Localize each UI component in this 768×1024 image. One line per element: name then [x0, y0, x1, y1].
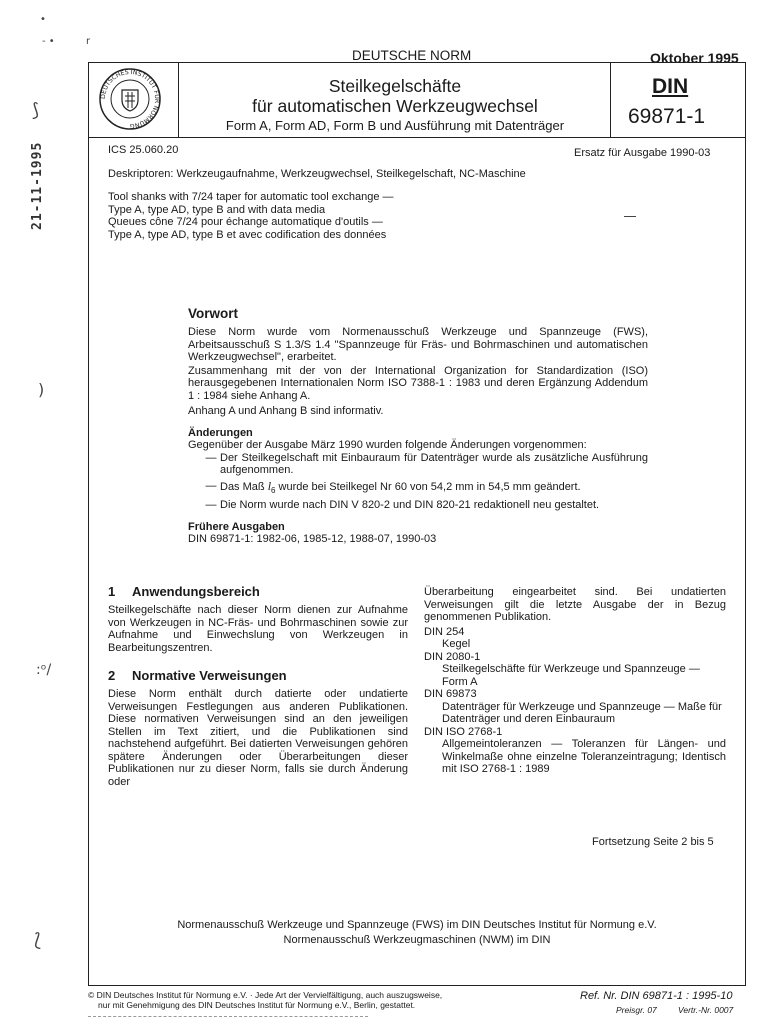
issue-date: Oktober 1995	[650, 50, 739, 66]
scan-artifact-mark: - •	[42, 36, 55, 47]
reference-number: Ref. Nr. DIN 69871-1 : 1995-10	[580, 990, 733, 1002]
reference-id: DIN ISO 2768-1	[424, 725, 503, 738]
foreword-paragraph-1: Diese Norm wurde vom Normenausschuß Werkzeuge und Spannzeuge (FWS), Arbeitsausschuß S 1.3/S 1.4 "Spannzeuge für Fräs- und Bohrmaschinen und automatischen Werkzeugwechsel", erarbeitet.	[188, 326, 648, 363]
earlier-editions-heading: Frühere Ausgaben	[188, 520, 285, 533]
reference-description: Datenträger für Werkzeuge und Spannzeuge — Maße für Datenträger und deren Einbauraum	[442, 700, 722, 725]
title-line-2: für automatischen Werkzeugwechsel	[252, 96, 538, 116]
title-block	[180, 76, 610, 134]
scan-artifact-mark: r	[86, 36, 91, 47]
margin-date-stamp: 21-11-1995	[30, 141, 45, 230]
section-2-text: Diese Norm enthält durch datierte oder undatierte Verweisungen Festlegungen aus anderen Publikationen. Diese normativen Verweisungen sind an den jeweiligen Stellen im Text zitiert, und die Publikationen sind nachstehend aufgeführt. Bei datierten Verweisungen gehören spätere Änderungen oder Überarbeitungen dieser Publikationen nur zu dieser Norm, falls sie durch Änderung oder	[108, 688, 408, 788]
din-label: DIN	[652, 75, 689, 98]
foreign-titles	[108, 191, 588, 241]
reference-id: DIN 2080-1	[424, 650, 481, 663]
reference-description: Allgemeintoleranzen — Toleranzen für Längen- und Winkelmaße ohne einzelne Toleranzeintragung; Identisch mit ISO 2768-1 : 1989	[442, 738, 726, 775]
change-text-2: Das Maß $l_6$ wurde bei Steilkegel Nr 60 von 54,2 mm in 54,5 mm geändert.	[220, 478, 581, 495]
copyright-line-2: nur mit Genehmigung des DIN Deutsches Institut für Normung e.V., Berlin, gestattet.	[98, 1000, 416, 1010]
continuation-note: Fortsetzung Seite 2 bis 5	[592, 836, 714, 848]
price-group: Preisgr. 07	[616, 1005, 657, 1015]
fr-title-line-2: Type A, type AD, type B et avec codification des données	[108, 228, 387, 241]
section-2-number: 2	[108, 668, 116, 683]
reference-item	[424, 688, 726, 726]
foreword-heading: Vorwort	[188, 306, 238, 321]
section-1-number: 1	[108, 584, 116, 599]
reference-list	[424, 626, 726, 776]
punch-hole-mark: ⟅	[34, 930, 42, 951]
earlier-editions: DIN 69871-1: 1982-06, 1985-12, 1988-07, 1990-03	[188, 533, 437, 546]
punch-hole-mark: ⟆	[32, 100, 40, 121]
change-item-1	[188, 452, 648, 477]
scan-dash-mark	[624, 216, 636, 217]
reference-id: DIN 69873	[424, 688, 477, 700]
section-1-title: Anwendungsbereich	[132, 584, 260, 599]
punch-hole-mark: :ᵒ/	[36, 662, 52, 678]
seal-divider	[178, 62, 179, 138]
svg-text:DEUTSCHES INSTITUT FÜR NORMUNG: DEUTSCHES INSTITUT FÜR NORMUNG	[99, 68, 161, 130]
dash-glyph: —	[205, 451, 217, 464]
reference-item	[424, 651, 726, 689]
dimension-subscript: 6	[271, 485, 276, 495]
dimension-symbol: l	[267, 478, 272, 493]
change-item-2	[188, 480, 648, 498]
right-column	[424, 586, 726, 776]
change-item-3	[188, 499, 648, 512]
change-text-1: Der Steilkegelschaft mit Einbauraum für Datenträger wurde als zusätzliche Ausführung aufgenommen.	[220, 451, 648, 476]
en-title-line-1: Tool shanks with 7/24 taper for automatic tool exchange —	[108, 191, 394, 203]
section-2-continuation: Überarbeitung eingearbeitet sind. Bei undatierten Verweisungen gilt die letzte Ausgabe der in Bezug genommenen Publikation.	[424, 586, 726, 623]
replaces-edition: Ersatz für Ausgabe 1990-03	[574, 147, 711, 159]
foreword-paragraph-2: Zusammenhang mit der von der International Organization for Standardization (ISO) herausgegebenen Internationalen Norm ISO 7388-1 : 1983 und deren Ergänzung Addendum 1 : 1984 siehe Anhang A.	[188, 364, 648, 402]
issuing-committees	[88, 918, 746, 948]
copyright-notice	[88, 990, 442, 1010]
section-2-heading	[108, 668, 408, 684]
reference-item	[424, 626, 726, 651]
punch-hole-mark: )	[38, 380, 45, 399]
fr-title-line-1: Queues cône 7/24 pour échange automatique d'outils —	[108, 216, 383, 228]
reference-item	[424, 726, 726, 776]
header-bottom-rule	[88, 137, 746, 138]
en-title-line-2: Type A, type AD, type B and with data media	[108, 203, 326, 216]
title-line-1: Steilkegelschäfte	[328, 76, 462, 96]
din-seal	[92, 66, 170, 132]
sales-number: Vertr.-Nr. 0007	[678, 1005, 734, 1015]
reference-id: DIN 254	[424, 625, 465, 638]
norm-label: DEUTSCHE NORM	[352, 48, 472, 63]
section-1-heading	[108, 584, 408, 600]
changes-intro: Gegenüber der Ausgabe März 1990 wurden folgende Änderungen vorgenommen:	[188, 439, 587, 451]
dash-glyph: —	[205, 479, 217, 492]
reference-description: Steilkegelschäfte für Werkzeuge und Spannzeuge — Form A	[442, 663, 700, 688]
foreword-paragraph-3: Anhang A und Anhang B sind informativ.	[188, 405, 384, 417]
section-2-title: Normative Verweisungen	[132, 668, 287, 683]
title-line-3: Form A, Form AD, Form B und Ausführung mit Datenträger	[225, 118, 565, 133]
issuer-line-2: Normenausschuß Werkzeugmaschinen (NWM) im DIN	[283, 934, 551, 946]
foreword	[188, 306, 648, 546]
changes-heading: Änderungen	[188, 426, 253, 439]
scan-bottom-edge	[88, 1016, 368, 1017]
din-number: 69871-1	[628, 105, 706, 128]
ics-code: ICS 25.060.20	[108, 144, 179, 156]
dash-glyph: —	[205, 499, 217, 512]
reference-description: Kegel	[442, 638, 471, 650]
din-divider	[610, 62, 611, 138]
copyright-line-1: © DIN Deutsches Institut für Normung e.V. · Jede Art der Vervielfältigung, auch auszugsweise,	[88, 990, 443, 1000]
issuer-line-1: Normenausschuß Werkzeuge und Spannzeuge (FWS) im DIN Deutsches Institut für Normung e.V.	[177, 919, 657, 931]
descriptors: Deskriptoren: Werkzeugaufnahme, Werkzeugwechsel, Steilkegelschaft, NC-Maschine	[108, 168, 526, 180]
scan-artifact-top: •	[40, 14, 46, 25]
section-1-text: Steilkegelschäfte nach dieser Norm dienen zur Aufnahme von Werkzeugen in NC-Fräs- und Bohrmaschinen sowie zur Aufnahme und Einwechslung von Werkzeugen in Bearbeitungszentren.	[108, 604, 408, 654]
left-column	[108, 584, 408, 788]
change-text-3: Die Norm wurde nach DIN V 820-2 und DIN 820-21 redaktionell neu gestaltet.	[220, 499, 600, 512]
